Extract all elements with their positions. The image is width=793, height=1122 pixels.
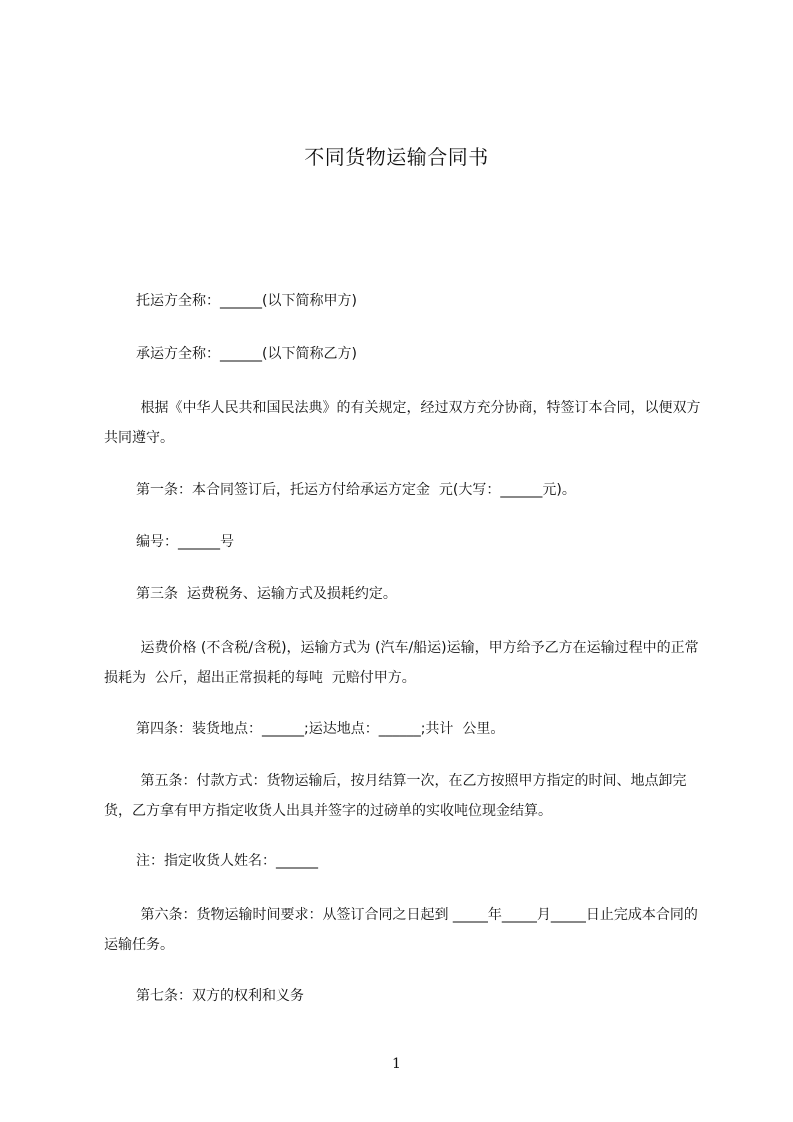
page-number: 1 <box>392 1056 401 1072</box>
clause-carrier-name: 承运方全称：______(以下简称乙方) <box>136 346 357 362</box>
clause-article-6: 第六条：货物运输时间要求：从签订合同之日起到 _____年_____月_____日止完成本合同的运输任务。 <box>104 907 698 953</box>
clause-article-1: 第一条：本合同签订后，托运方付给承运方定金 元(大写：______元)。 <box>136 482 576 498</box>
clause-article-5: 第五条：付款方式：货物运输后，按月结算一次，在乙方按照甲方指定的时间、地点卸完货，乙方拿有甲方指定收货人出具并签字的过磅单的实收吨位现金结算。 <box>104 773 687 819</box>
clause-preamble: 根据《中华人民共和国民法典》的有关规定，经过双方充分协商，特签订本合同，以便双方共同遵守。 <box>104 400 701 446</box>
document-title: 不同货物运输合同书 <box>304 145 489 169</box>
clause-consignee-note: 注：指定收货人姓名：______ <box>136 853 318 869</box>
clause-article-7: 第七条：双方的权利和义务 <box>136 988 304 1004</box>
clause-article-4: 第四条：装货地点：______;运达地点：______;共计 公里。 <box>136 721 505 737</box>
clause-number: 编号：______号 <box>136 534 234 550</box>
clause-shipper-name: 托运方全称：______(以下简称甲方) <box>136 293 357 309</box>
clause-article-3: 第三条 运费税务、运输方式及损耗约定。 <box>136 586 397 602</box>
clause-freight-terms: 运费价格 (不含税/含税)，运输方式为 (汽车/船运)运输，甲方给予乙方在运输过程中的正常损耗为 公斤，超出正常损耗的每吨 元赔付甲方。 <box>104 640 699 686</box>
